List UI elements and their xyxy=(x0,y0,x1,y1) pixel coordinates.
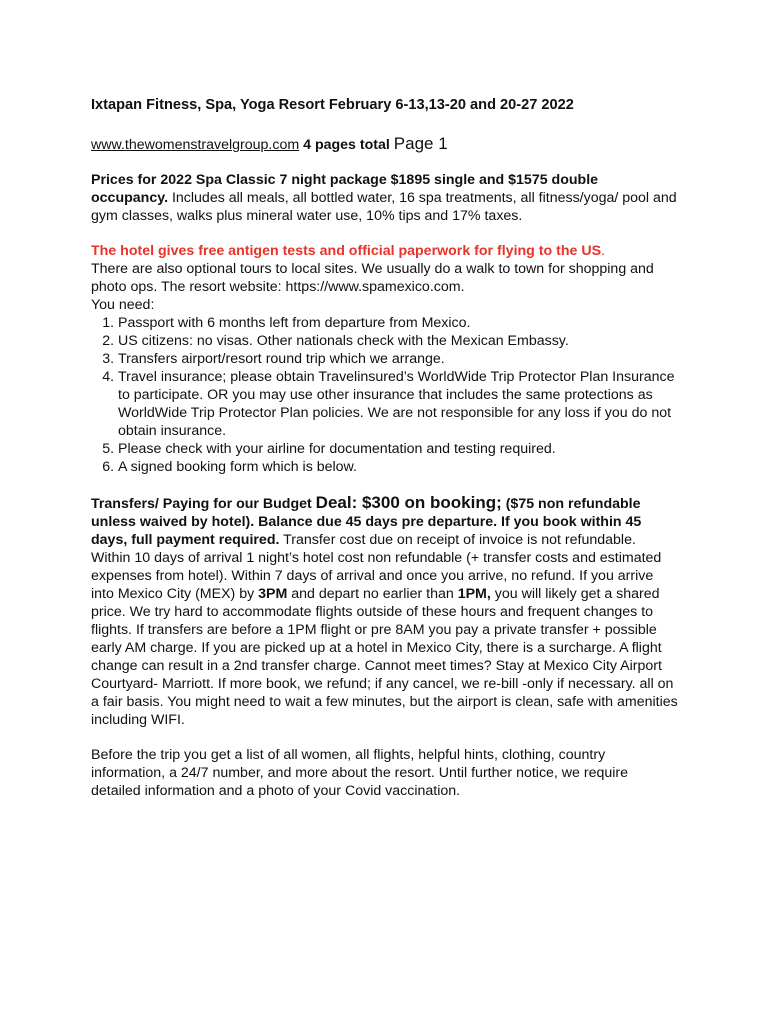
departure-time: 1PM, xyxy=(457,586,491,602)
pages-total: 4 pages total xyxy=(299,137,394,153)
list-item: 2. US citizens: no visas. Other nationals check with the Mexican Embassy. xyxy=(118,332,678,350)
list-item: 3. Transfers airport/resort round trip which we arrange. xyxy=(118,350,678,368)
site-line xyxy=(91,135,678,154)
antigen-notice-red: The hotel gives free antigen tests and official paperwork for flying to the US xyxy=(91,243,602,259)
closing-paragraph: Before the trip you get a list of all women, all flights, helpful hints, clothing, country information, a 24/7 number, and more about the resort. Until further notice, we require detailed information and a photo of your Covid vaccination. xyxy=(91,747,629,799)
list-item: 4. Travel insurance; please obtain Travelinsured’s WorldWide Trip Protector Plan Insurance to participate. OR you may use other insurance that includes the same protections as WorldWide Trip Protector Plan policies. We are not responsible for any loss if you do not obtain insurance. xyxy=(118,368,678,440)
list-item: 1. Passport with 6 months left from departure from Mexico. xyxy=(118,314,678,332)
antigen-notice xyxy=(91,242,678,260)
website-link[interactable]: www.thewomenstravelgroup.com xyxy=(91,137,300,153)
antigen-notice-dot: . xyxy=(601,243,605,259)
page-number: Page 1 xyxy=(393,134,448,153)
list-item: 5. Please check with your airline for documentation and testing required. xyxy=(118,440,678,458)
transfers-lead: Transfers/ Paying for our Budget xyxy=(91,496,316,512)
prices-bold: Prices for 2022 Spa Classic 7 night package $1895 single and $1575 double occupancy. xyxy=(91,172,599,206)
prices-details: Includes all meals, all bottled water, 16 spa treatments, all fitness/yoga/ pool and gym classes, walks plus mineral water use, 10% tips and 17% taxes. xyxy=(91,190,677,224)
tours-paragraph: There are also optional tours to local sites. We usually do a walk to town for shopping and photo ops. The resort website: https://www.spamexico.com. xyxy=(91,261,654,295)
transfers-text-1: Transfer cost due on receipt of invoice is not refundable. Within 10 days of arrival 1 night’s hotel cost non refundable (+ transfer costs and estimated expenses from hotel). Within 7 days of arrival and once you arrive, no refund. If you arrive into Mexico City (MEX) by xyxy=(91,532,662,602)
list-item: 6. A signed booking form which is below. xyxy=(118,458,678,476)
deal-price: Deal: $300 on booking; xyxy=(315,493,502,512)
transfers-paragraph xyxy=(91,494,678,729)
prices-paragraph xyxy=(91,171,678,225)
arrival-time: 3PM xyxy=(258,586,288,602)
transfers-text-2: and depart no earlier than xyxy=(287,586,458,602)
requirements-list xyxy=(91,314,678,476)
document-title: Ixtapan Fitness, Spa, Yoga Resort February 6-13,13-20 and 20-27 2022 xyxy=(91,97,574,113)
you-need-label: You need: xyxy=(91,297,155,313)
transfers-text-3: you will likely get a shared price. We try hard to accommodate flights outside of these hours and frequent changes to flights. If transfers are before a 1PM flight or pre 8AM you pay a private transfer + possible early AM charge. If you are picked up at a hotel in Mexico City, there is a surcharge. A flight change can result in a 2nd transfer charge. Cannot meet times? Stay at Mexico City Airport Courtyard- Marriott. If more book, we refund; if any cancel, we re-bill -only if necessary. all on a fair basis. You might need to wait a few minutes, but the airport is clean, safe with amenities including WIFI. xyxy=(91,586,678,728)
payment-terms: ($75 non refundable unless waived by hotel). Balance due 45 days pre departure. If you book within 45 days, full payment required. xyxy=(91,496,642,548)
